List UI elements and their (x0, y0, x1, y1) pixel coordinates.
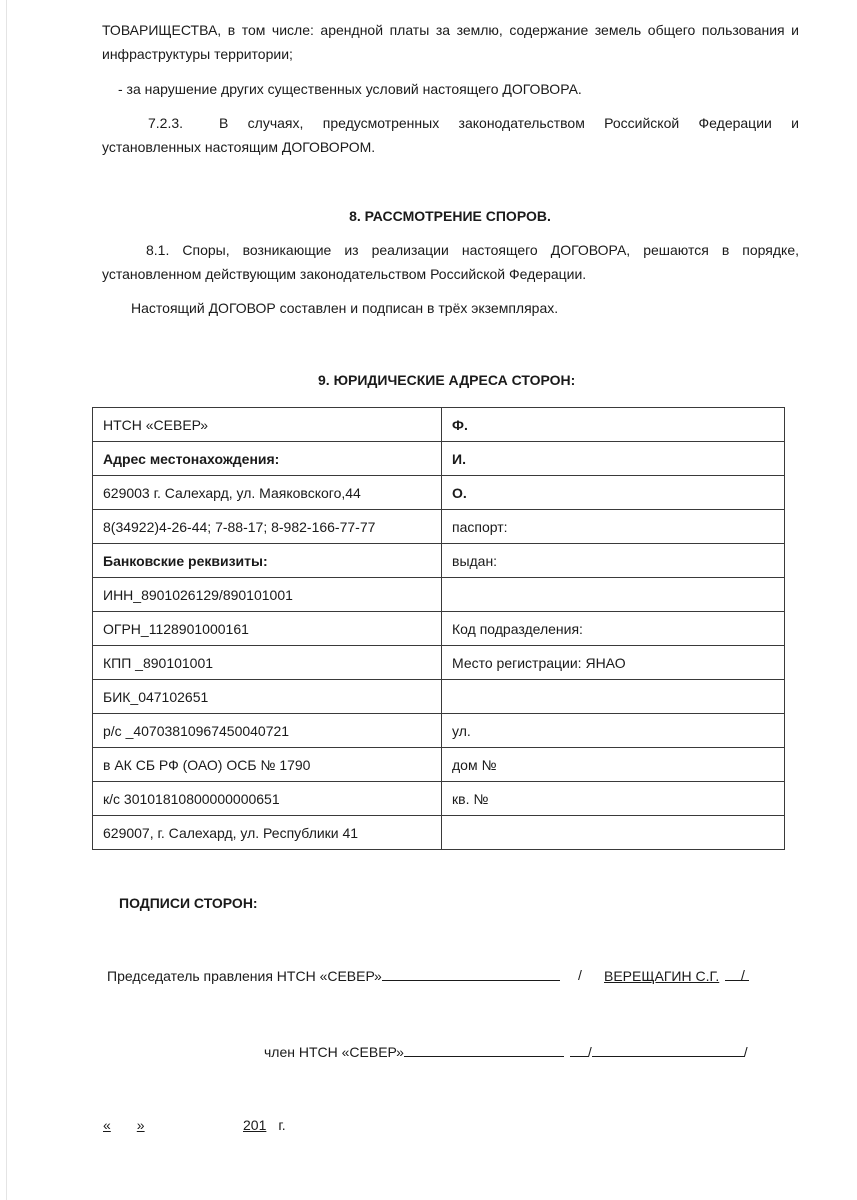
bank-address-cell: 629007, г. Салехард, ул. Республики 41 (93, 816, 442, 850)
table-row (93, 408, 785, 442)
chairman-name: ВЕРЕЩАГИН С.Г. (604, 968, 720, 984)
section-9-heading: 9. ЮРИДИЧЕСКИЕ АДРЕСА СТОРОН: (318, 372, 576, 388)
signatures-heading: ПОДПИСИ СТОРОН: (119, 895, 258, 911)
org-name-cell: НТСН «СЕВЕР» (93, 408, 442, 442)
table-row (93, 680, 785, 714)
bank-details-label-cell: Банковские реквизиты: (93, 544, 442, 578)
patronymic-cell: О. (442, 476, 785, 510)
intro-bullet: - за нарушение других существенных условий настоящего ДОГОВОРА. (118, 81, 582, 97)
bank-name-cell: в АК СБ РФ (ОАО) ОСБ № 1790 (93, 748, 442, 782)
clause-7-2-3-line-1: В случаях, предусмотренных законодательством Российской Федерации и (219, 115, 799, 131)
chairman-closing-slash: / (741, 967, 745, 983)
date-open-quote: « (103, 1117, 111, 1133)
chairman-name-underline (725, 966, 749, 981)
empty-cell (442, 816, 785, 850)
inn-cell: ИНН_8901026129/890101001 (93, 578, 442, 612)
section-8-heading: 8. РАССМОТРЕНИЕ СПОРОВ. (349, 208, 551, 224)
table-row (93, 442, 785, 476)
apartment-number-cell: кв. № (442, 782, 785, 816)
table-row (93, 544, 785, 578)
address-cell: 629003 г. Салехард, ул. Маяковского,44 (93, 476, 442, 510)
table-row (93, 782, 785, 816)
date-year-suffix: г. (278, 1117, 286, 1133)
chairman-signature-field (382, 966, 560, 981)
member-signature-field (404, 1042, 564, 1057)
member-label: член НТСН «СЕВЕР» (264, 1044, 404, 1060)
intro-line-1: ТОВАРИЩЕСТВА, в том числе: арендной платы за землю, содержание земель общего пользования и (102, 22, 799, 38)
table-row (93, 748, 785, 782)
address-label-cell: Адрес местонахождения: (93, 442, 442, 476)
intro-line-2: инфраструктуры территории; (102, 46, 293, 62)
addresses-table (92, 407, 785, 850)
table-row (93, 476, 785, 510)
clause-7-2-3-number: 7.2.3. (148, 115, 184, 131)
kpp-cell: КПП _890101001 (93, 646, 442, 680)
empty-cell (442, 578, 785, 612)
date-close-quote: » (136, 1117, 145, 1133)
issued-by-cell: выдан: (442, 544, 785, 578)
member-signature-line (264, 1042, 748, 1061)
correspondent-account-cell: к/с 30101810800000000651 (93, 782, 442, 816)
bik-cell: БИК_047102651 (93, 680, 442, 714)
chairman-slash: / (578, 967, 582, 983)
member-closing-slash: / (743, 1044, 748, 1060)
page-edge (6, 0, 7, 1200)
date-day-month (103, 1116, 243, 1134)
table-row (93, 646, 785, 680)
empty-cell (442, 680, 785, 714)
division-code-cell: Код подразделения: (442, 612, 785, 646)
date-line (103, 1116, 286, 1134)
clause-8-1-line-1: 8.1. Споры, возникающие из реализации настоящего ДОГОВОРА, решаются в порядке, (146, 242, 799, 258)
date-year: 201 (243, 1117, 267, 1133)
passport-cell: паспорт: (442, 510, 785, 544)
table-row (93, 714, 785, 748)
phones-cell: 8(34922)4-26-44; 7-88-17; 8-982-166-77-77 (93, 510, 442, 544)
street-cell: ул. (442, 714, 785, 748)
clause-8-1-line-2: установленном действующим законодательством Российской Федерации. (102, 266, 587, 282)
chairman-name-line (604, 966, 749, 985)
member-name-field (592, 1042, 744, 1057)
chairman-label: Председатель правления НТСН «СЕВЕР» (107, 968, 382, 984)
first-name-cell: И. (442, 442, 785, 476)
table-row (93, 578, 785, 612)
chairman-signature-line (107, 966, 560, 985)
registration-place-cell: Место регистрации: ЯНАО (442, 646, 785, 680)
copies-statement: Настоящий ДОГОВОР составлен и подписан в трёх экземплярах. (131, 300, 559, 316)
surname-cell: Ф. (442, 408, 785, 442)
house-number-cell: дом № (442, 748, 785, 782)
member-gap-field (570, 1042, 588, 1057)
clause-7-2-3-line-2: установленных настоящим ДОГОВОРОМ. (102, 139, 376, 155)
account-cell: р/с _40703810967450040721 (93, 714, 442, 748)
ogrn-cell: ОГРН_1128901000161 (93, 612, 442, 646)
table-row (93, 612, 785, 646)
table-row (93, 816, 785, 850)
member-slash: / (587, 1044, 592, 1060)
table-row (93, 510, 785, 544)
